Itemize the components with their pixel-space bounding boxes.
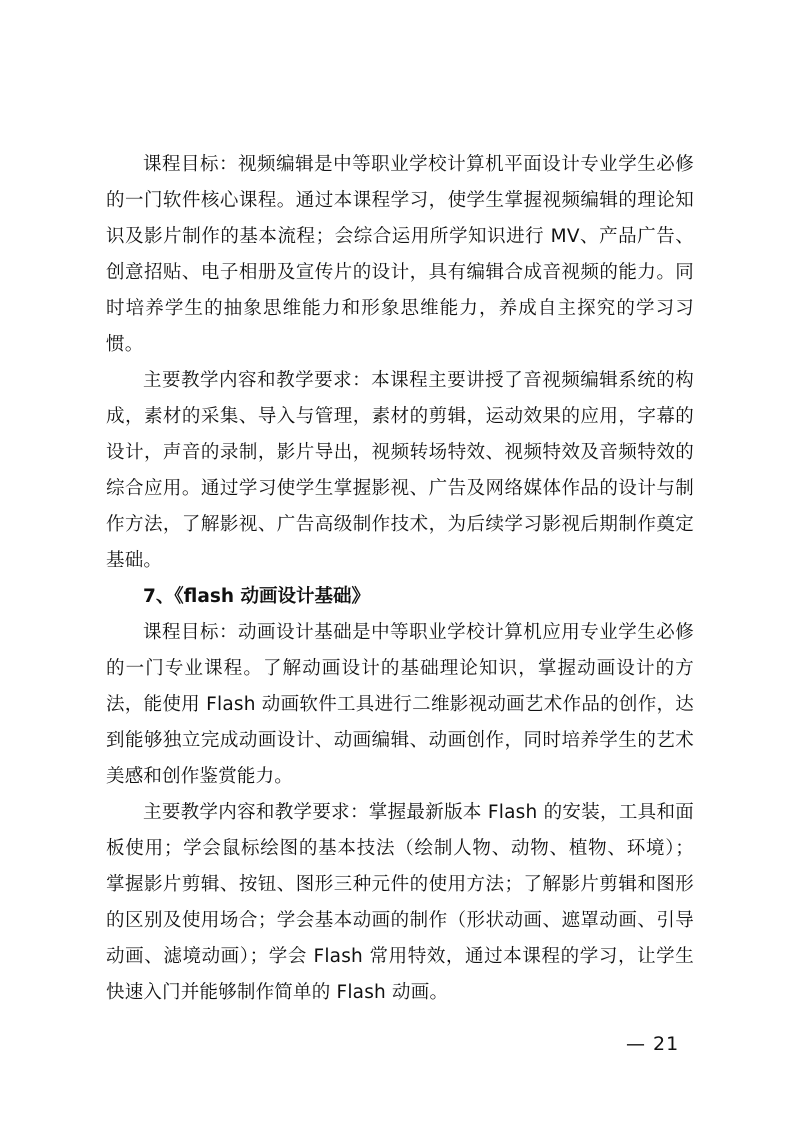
section-title-flash: 7、《flash 动画设计基础》 — [143, 586, 370, 607]
paragraph-video-editing-goal: 课程目标：视频编辑是中等职业学校计算机平面设计专业学生必修的一门软件核心课程。通过本课程学习，使学生掌握视频编辑的理论知识及影片制作的基本流程；会综合运用所学知识进行 MV、产品广告、创意招贴、电子相册及宣传片的设计，具有编辑合成音视频的能力。同时培养学生的抽象思维能力和形象思维能力，养成自主探究的学习习惯。 — [106, 154, 694, 355]
paragraph-video-editing-content: 主要教学内容和教学要求：本课程主要讲授了音视频编辑系统的构成，素材的采集、导入与管理，素材的剪辑，运动效果的应用，字幕的设计，声音的录制，影片导出，视频转场特效、视频特效及音频特效的综合应用。通过学习使学生掌握影视、广告及网络媒体作品的设计与制作方法，了解影视、广告高级制作技术，为后续学习影视后期制作奠定基础。 — [106, 370, 694, 571]
paragraph-flash-goal: 课程目标：动画设计基础是中等职业学校计算机应用专业学生必修的一门专业课程。了解动画设计的基础理论知识，掌握动画设计的方法，能使用 Flash 动画软件工具进行二维影视动画艺术作品的创作，达到能够独立完成动画设计、动画编辑、动画创作，同时培养学生的艺术美感和创作鉴赏能力。 — [106, 622, 694, 787]
paragraph-flash-content: 主要教学内容和教学要求：掌握最新版本 Flash 的安装，工具和面板使用；学会鼠标绘图的基本技法（绘制人物、动物、植物、环境）；掌握影片剪辑、按钮、图形三种元件的使用方法；了解影片剪辑和图形的区别及使用场合；学会基本动画的制作（形状动画、遮罩动画、引导动画、滤境动画）；学会 Flash 常用特效，通过本课程的学习，让学生快速入门并能够制作简单的 Flash 动画。 — [106, 802, 694, 1003]
document-body — [106, 147, 694, 1011]
page-number: — 21 — [626, 1033, 680, 1055]
